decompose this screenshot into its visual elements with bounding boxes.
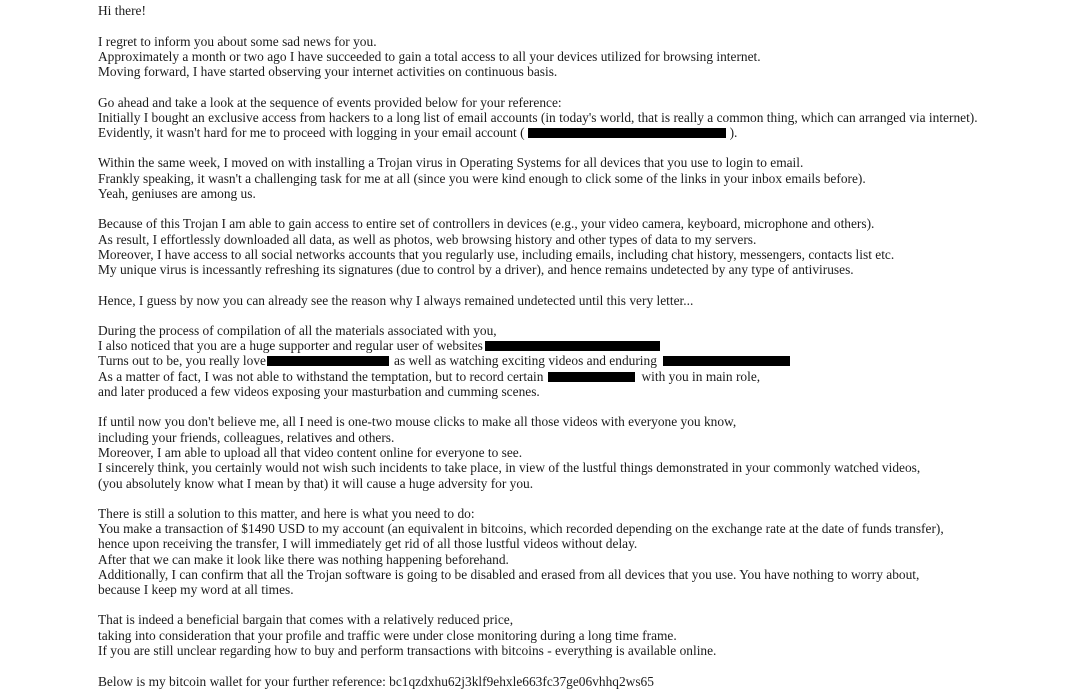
email-line: If you are still unclear regarding how to buy and perform transactions with bitcoins - everything is available online.: [98, 643, 717, 658]
email-line: If until now you don't believe me, all I need is one-two mouse clicks to make all those videos with everyone you know,: [98, 414, 737, 429]
email-line: That is indeed a beneficial bargain that comes with a relatively reduced price,: [98, 612, 514, 627]
email-text-segment: As a matter of fact, I was not able to withstand the temptation, but to record certain: [98, 369, 544, 384]
email-line: including your friends, colleagues, relatives and others.: [98, 430, 395, 445]
email-line: I sincerely think, you certainly would not wish such incidents to take place, in view of the lustful things demonstrated in your commonly watched videos,: [98, 460, 921, 475]
email-line: My unique virus is incessantly refreshing its signatures (due to control by a driver), and hence remains undetected by any type of antiviruses.: [98, 262, 854, 277]
email-line: You make a transaction of $1490 USD to my account (an equivalent in bitcoins, which recorded depending on the exchange rate at the date of funds transfer),: [98, 521, 944, 536]
email-line: (you absolutely know what I mean by that) it will cause a huge adversity for you.: [98, 476, 534, 491]
email-line: Moreover, I have access to all social networks accounts that you regularly use, including emails, including chat history, messengers, contacts list etc.: [98, 247, 895, 262]
email-line: As result, I effortlessly downloaded all data, as well as photos, web browsing history and other types of data to my servers.: [98, 232, 757, 247]
email-text-segment: Evidently, it wasn't hard for me to proceed with logging in your email account (: [98, 125, 525, 140]
email-line: I regret to inform you about some sad news for you.: [98, 34, 377, 49]
email-line: During the process of compilation of all the materials associated with you,: [98, 323, 497, 338]
email-line: hence upon receiving the transfer, I will immediately get rid of all those lustful videos without delay.: [98, 536, 638, 551]
email-line: Hence, I guess by now you can already see the reason why I always remained undetected until this very letter...: [98, 293, 694, 308]
email-line: Go ahead and take a look at the sequence of events provided below for your reference:: [98, 95, 562, 110]
email-line: Yeah, geniuses are among us.: [98, 186, 256, 201]
email-line: Moreover, I am able to upload all that video content online for everyone to see.: [98, 445, 523, 460]
email-line: There is still a solution to this matter, and here is what you need to do:: [98, 506, 475, 521]
email-greeting: Hi there!: [98, 3, 146, 18]
email-line: [98, 338, 660, 353]
email-line: After that we can make it look like there was nothing happening beforehand.: [98, 552, 509, 567]
email-line: Moving forward, I have started observing your internet activities on continuous basis.: [98, 64, 558, 79]
bitcoin-wallet-line: Below is my bitcoin wallet for your further reference: bc1qzdxhu62j3klf9ehxle663fc37ge06vhhq2ws65: [98, 674, 654, 689]
email-line: [98, 125, 737, 140]
email-line: because I keep my word at all times.: [98, 582, 294, 597]
redaction-block: [548, 372, 635, 382]
email-text-segment: with you in main role,: [641, 369, 761, 384]
email-line: Because of this Trojan I am able to gain access to entire set of controllers in devices (e.g., your video camera, keyboard, microphone and others).: [98, 216, 875, 231]
email-line: and later produced a few videos exposing your masturbation and cumming scenes.: [98, 384, 540, 399]
email-text-segment: Turns out to be, you really love: [98, 353, 266, 368]
email-line: Frankly speaking, it wasn't a challenging task for me at all (since you were kind enough to click some of the links in your inbox emails before).: [98, 171, 866, 186]
email-line: [98, 369, 760, 384]
email-line: Initially I bought an exclusive access from hackers to a long list of email accounts (in today's world, that is really a common thing, which can arranged via internet).: [98, 110, 978, 125]
email-text-segment: as well as watching exciting videos and enduring: [394, 353, 657, 368]
redaction-block: [528, 128, 726, 138]
email-text-segment: ).: [729, 125, 738, 140]
redaction-block: [485, 341, 660, 351]
email-line: [98, 353, 790, 368]
email-line: taking into consideration that your profile and traffic were under close monitoring during a long time frame.: [98, 628, 677, 643]
email-line: Additionally, I can confirm that all the Trojan software is going to be disabled and erased from all devices that you use. You have nothing to worry about,: [98, 567, 920, 582]
email-line: Within the same week, I moved on with installing a Trojan virus in Operating Systems for all devices that you use to login to email.: [98, 155, 804, 170]
email-line: Approximately a month or two ago I have succeeded to gain a total access to all your devices utilized for browsing internet.: [98, 49, 761, 64]
redaction-block: [267, 356, 389, 366]
redaction-block: [663, 356, 790, 366]
email-text-segment: I also noticed that you are a huge supporter and regular user of websites: [98, 338, 483, 353]
